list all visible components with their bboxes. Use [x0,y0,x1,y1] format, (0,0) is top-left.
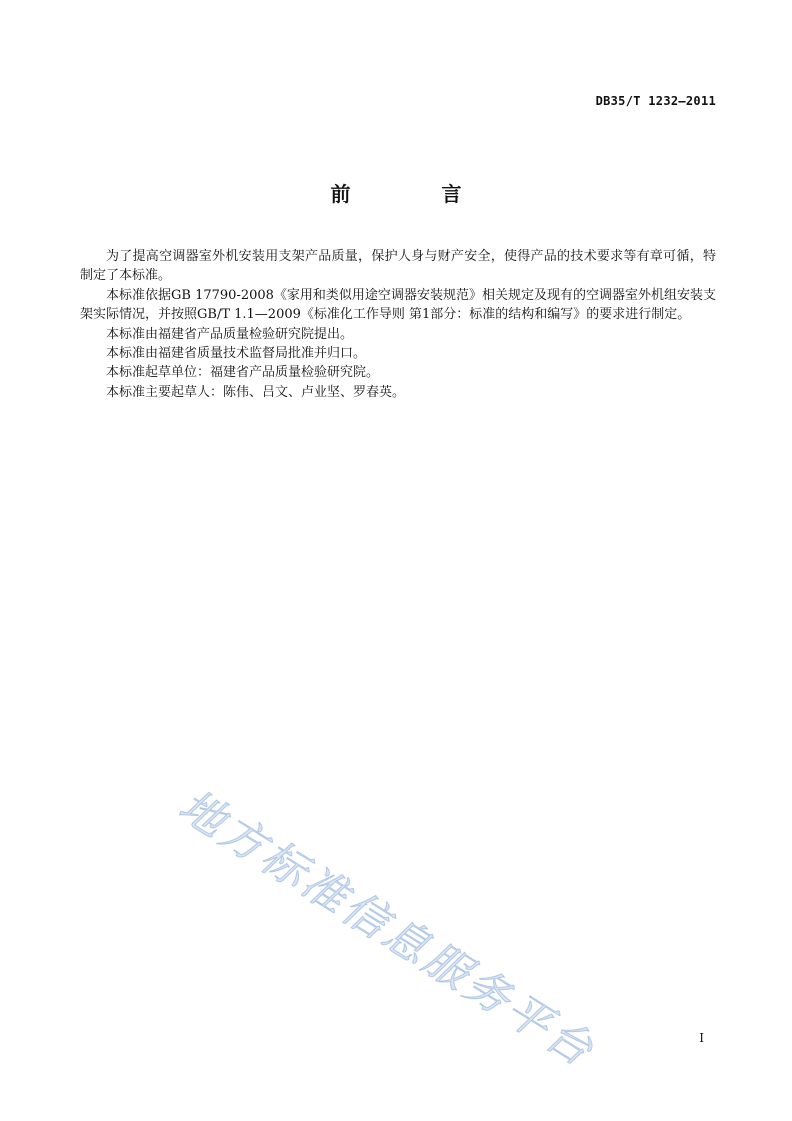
paragraph-drafters: 本标准主要起草人：陈伟、吕文、卢业坚、罗春英。 [106,384,406,400]
paragraph-drafting-unit: 本标准起草单位：福建省产品质量检验研究院。 [106,365,380,381]
paragraph-approver: 本标准由福建省质量技术监督局批准并归口。 [106,346,367,362]
standard-code: DB35/T 1232—2011 [595,94,716,108]
paragraph-proposer: 本标准由福建省产品质量检验研究院提出。 [106,326,354,342]
section-title: 前 言 [330,182,504,206]
foreword-body [80,247,716,402]
paragraph-basis: 本标准依据GB 17790-2008《家用和类似用途空调器安装规范》相关规定及现有的空调器室外机组安装支架实际情况，并按照GB/T 1.1—2009《标准化工作导则 第1部分：标准的结构和编写》的要求进行制定。 [80,287,716,323]
paragraph-purpose: 为了提高空调器室外机安装用支架产品质量，保护人身与财产安全，使得产品的技术要求等有章可循，特制定了本标准。 [80,249,716,284]
page-number: I [699,1031,704,1045]
watermark: 地方标准信息服务平台 [170,780,605,1078]
